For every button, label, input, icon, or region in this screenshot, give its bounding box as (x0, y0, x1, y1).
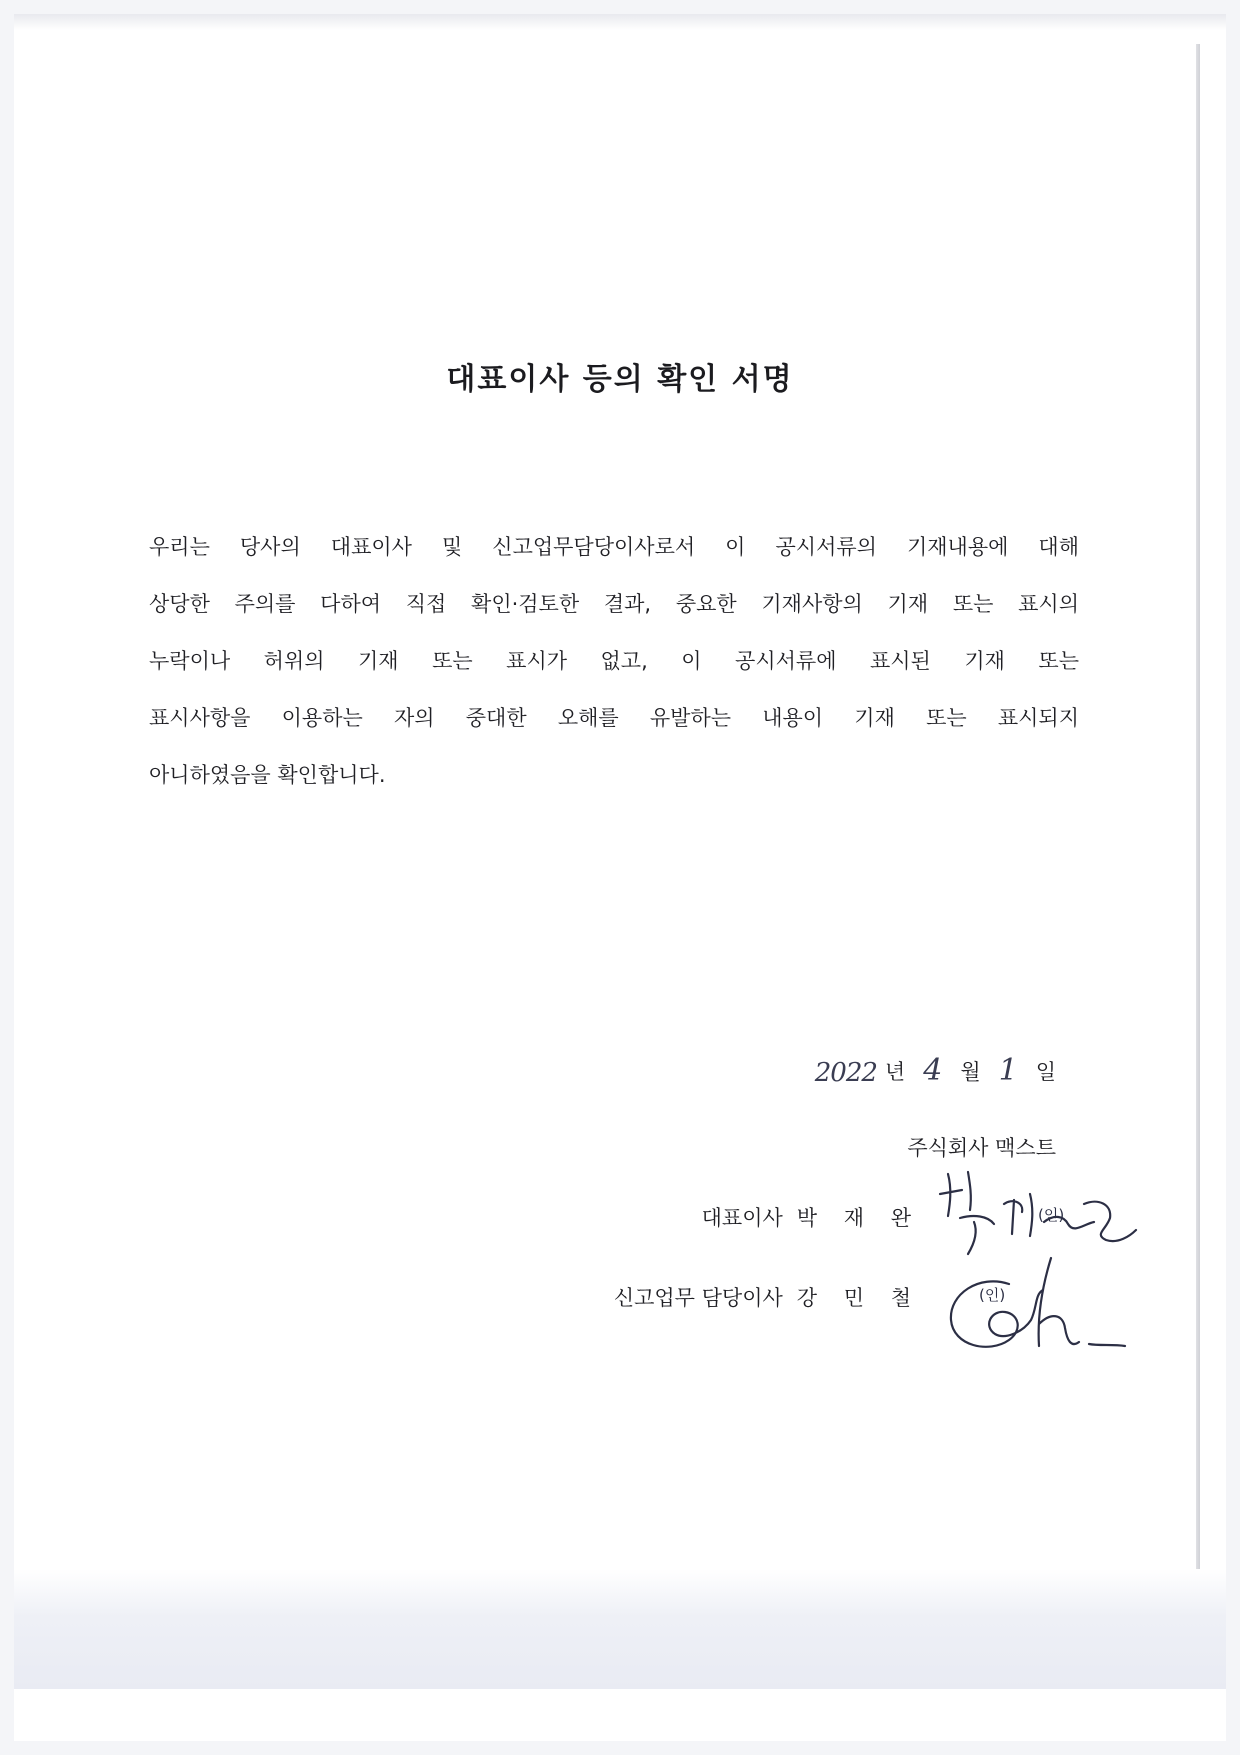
signer-role: 신고업무 담당이사 (613, 1286, 783, 1310)
handwritten-month: 4 (923, 1053, 943, 1088)
document-page (14, 14, 1226, 1741)
document-title: 대표이사 등의 확인 서명 (446, 362, 794, 397)
company-name: 주식회사 맥스트 (907, 1136, 1056, 1160)
seal-mark: (인) (1038, 1206, 1065, 1224)
signer-disclosure-officer (614, 1282, 921, 1312)
signer-name: 박 재 완 (796, 1206, 921, 1230)
scan-edge-top (14, 14, 1226, 30)
scan-edge-right (1196, 44, 1200, 1604)
signer-role: 대표이사 (701, 1206, 783, 1230)
seal-mark: (인) (979, 1286, 1006, 1304)
statement-line: 누락이나 허위의 기재 또는 표시가 없고, 이 공시서류에 표시된 기재 또는 (149, 649, 1079, 673)
statement-line: 표시사항을 이용하는 자의 중대한 오해를 유발하는 내용이 기재 또는 표시되지 (149, 706, 1079, 730)
signing-date (814, 1053, 1056, 1088)
day-suffix: 일 (1035, 1060, 1056, 1084)
officer-signature (939, 1254, 1139, 1364)
ceo-signature (934, 1164, 1144, 1259)
signer-name: 강 민 철 (796, 1286, 921, 1310)
statement-line: 상당한 주의를 다하여 직접 확인·검토한 결과, 중요한 기재사항의 기재 또는 표시의 (149, 592, 1079, 616)
handwritten-day: 1 (998, 1053, 1018, 1088)
month-suffix: 월 (960, 1060, 981, 1084)
scan-band-bottom (14, 1569, 1226, 1689)
statement-line: 아니하였음을 확인합니다. (149, 763, 386, 787)
confirmation-statement (149, 519, 1079, 804)
handwritten-year: 2022 (814, 1058, 877, 1088)
signer-ceo (702, 1202, 921, 1232)
statement-line: 우리는 당사의 대표이사 및 신고업무담당이사로서 이 공시서류의 기재내용에 대해 (149, 535, 1079, 559)
year-suffix: 년 (884, 1060, 906, 1084)
